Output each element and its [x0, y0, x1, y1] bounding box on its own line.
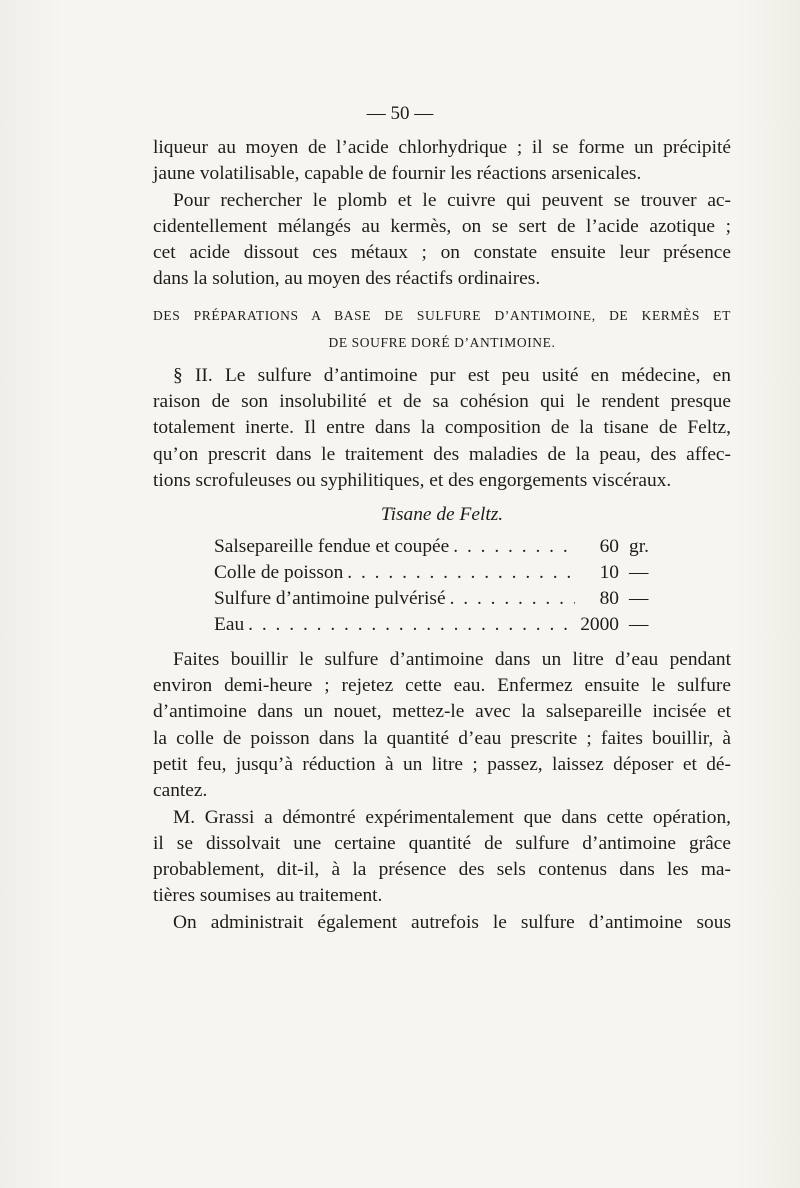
text-line: M. Grassi a démontré expérimentalement que dans cette opération,: [173, 806, 731, 828]
ingredient-quantity: [575, 612, 667, 638]
ingredient-row: [214, 612, 667, 638]
ingredient-quantity: [575, 586, 667, 612]
ingredient-amount: 80: [599, 588, 619, 610]
heading-line: DES PRÉPARATIONS A BASE DE SULFURE D’ANTIMOINE, DE KERMÈS ET: [153, 307, 731, 323]
ingredient-name: Eau: [214, 614, 245, 636]
ingredient-name: Colle de poisson: [214, 561, 344, 583]
paragraph-3: [153, 363, 731, 494]
text-line: petit feu, jusqu’à réduction à un litre ; passez, laissez déposer et dé-: [153, 753, 731, 775]
text-line: cantez.: [153, 780, 208, 802]
page-number: — 50 —: [366, 103, 434, 124]
text-line: qu’on prescrit dans le traitement des maladies de la peau, des affec-: [153, 443, 731, 465]
text-line: totalement inerte. Il entre dans la composition de la tisane de Feltz,: [153, 417, 731, 439]
text-line: dans la solution, au moyen des réactifs ordinaires.: [153, 268, 541, 290]
section-heading: [153, 302, 731, 356]
paragraph-5: [153, 805, 731, 910]
ingredient-quantity: [575, 560, 667, 586]
ingredient-unit: —: [629, 614, 649, 636]
leader-dots: [343, 560, 575, 586]
text-line: il se dissolvait une certaine quantité de sulfure d’antimoine grâce: [153, 832, 731, 854]
leader-dots: [449, 534, 575, 560]
text-line: probablement, dit-il, à la présence des sels contenus dans les ma-: [153, 859, 731, 881]
body-text: [153, 135, 731, 936]
text-line: Pour rechercher le plomb et le cuivre qui peuvent se trouver ac-: [173, 189, 731, 211]
text-line: tières soumises au traitement.: [153, 885, 383, 907]
ingredient-row: [214, 560, 667, 586]
paragraph-6: [153, 910, 731, 936]
text-line: jaune volatilisable, capable de fournir les réactions arsenicales.: [153, 163, 642, 185]
text-line: d’antimoine dans un nouet, mettez-le avec la salsepareille incisée et: [153, 701, 731, 723]
ingredient-quantity: [575, 534, 667, 560]
ingredient-unit: —: [629, 588, 649, 610]
text-line: raison de son insolubilité et de sa cohésion qui le rendent presque: [153, 391, 731, 413]
text-line: Faites bouillir le sulfure d’antimoine dans un litre d’eau pendant: [173, 648, 731, 670]
text-line: liqueur au moyen de l’acide chlorhydrique ; il se forme un précipité: [153, 137, 731, 158]
ingredient-name: Salsepareille fendue et coupée: [214, 535, 450, 557]
recipe-title: Tisane de Feltz.: [380, 504, 504, 526]
text-line: cet acide dissout ces métaux ; on constate ensuite leur présence: [153, 242, 731, 264]
ingredient-amount: 10: [599, 561, 619, 583]
ingredient-unit: —: [629, 561, 649, 583]
text-line: On administrait également autrefois le sulfure d’antimoine sous: [173, 911, 731, 933]
leader-dots: [446, 586, 575, 612]
ingredient-amount: 2000: [580, 614, 619, 636]
ingredient-amount: 60: [599, 535, 619, 557]
text-line: tions scrofuleuses ou syphilitiques, et des engorgements viscéraux.: [153, 469, 672, 491]
ingredient-row: [214, 534, 667, 560]
text-line: § II. Le sulfure d’antimoine pur est peu usité en médecine, en: [173, 364, 731, 386]
ingredient-list: [214, 534, 667, 639]
ingredient-row: [214, 586, 667, 612]
ingredient-unit: gr.: [629, 535, 649, 557]
text-line: environ demi-heure ; rejetez cette eau. Enfermez ensuite le sulfure: [153, 675, 731, 697]
paragraph-4: [153, 647, 731, 805]
text-line: la colle de poisson dans la quantité d’eau prescrite ; faites bouillir, à: [153, 727, 731, 749]
leader-dots: [244, 612, 575, 638]
paragraph-1: [153, 135, 731, 188]
text-line: cidentellement mélangés au kermès, on se sert de l’acide azotique ;: [153, 215, 731, 237]
paragraph-2: [153, 188, 731, 293]
ingredient-name: Sulfure d’antimoine pulvérisé: [214, 588, 446, 610]
heading-line: DE SOUFRE DORÉ D’ANTIMOINE.: [328, 334, 556, 350]
